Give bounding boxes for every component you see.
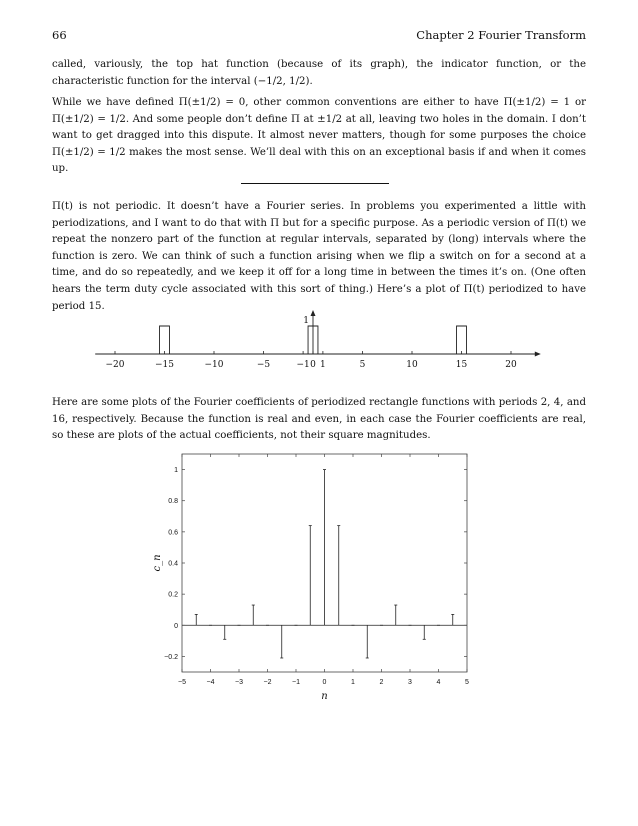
x-tick-label: −5: [178, 679, 186, 686]
section-divider: [241, 183, 389, 184]
x-tick-label: 5: [465, 679, 469, 686]
x-tick-label: −10: [204, 360, 224, 370]
running-header: [52, 28, 586, 42]
x-tick-label: −15: [155, 360, 174, 370]
x-tick-label: 2: [379, 679, 384, 686]
x-tick-label: 1: [351, 679, 355, 686]
x-tick-label: 15: [455, 360, 468, 370]
x-tick-label: 4: [436, 679, 441, 686]
y-tick-label: 0: [174, 622, 178, 630]
fourier-coefficients-stem-plot: [0, 440, 638, 710]
y-tick-label: 1: [303, 316, 309, 326]
y-tick-label: −0.2: [164, 653, 178, 661]
x-tick-label: 0: [322, 679, 327, 686]
x-tick-label: −2: [263, 679, 272, 686]
y-tick-label: 0.6: [168, 529, 178, 537]
x-axis-label: n: [321, 691, 328, 702]
y-tick-label: 1: [174, 467, 178, 475]
y-tick-label: 0.8: [168, 498, 178, 506]
x-tick-label: −5: [256, 360, 271, 370]
x-tick-label: 5: [359, 360, 366, 370]
periodized-pulse-plot: [0, 300, 638, 380]
paragraph-2: While we have defined Π(±1/2) = 0, other common conventions are either to have Π(±1/2) = 1 or Π(±1/2) = 1/2. And some people don’t define Π at ±1/2 at all, leaving two holes in the domain. I don’t want to get dragged into this dispute. It almost never matters, though for some purposes the choice Π(±1/2) = 1/2 makes the most sense. We’ll deal with this on an exceptional basis if and when it comes up.: [52, 97, 586, 175]
y-tick-label: 0.4: [168, 560, 178, 568]
x-tick-label: 20: [505, 360, 517, 370]
paragraph-1: called, variously, the top hat function (because of its graph), the indicator function, or the characteristic function for the interval (−1/2, 1/2).: [52, 59, 586, 87]
pulse: [457, 326, 467, 354]
y-axis-label: c_n: [152, 554, 163, 572]
paragraph-4: Here are some plots of the Fourier coefficients of periodized rectangle functions with periods 2, 4, and 16, respectively. Because the function is real and even, in each case the Fourier coefficients are real, so these are plots of the actual coefficients, not their square magnitudes.: [52, 397, 586, 442]
x-tick-label: 0: [310, 360, 316, 370]
x-tick-label: −3: [235, 679, 243, 686]
y-axis-arrow: [311, 310, 316, 316]
x-tick-label: 10: [406, 360, 418, 370]
x-axis-arrow: [535, 352, 541, 357]
x-tick-label: 3: [408, 679, 412, 686]
paragraph-3: Π(t) is not periodic. It doesn’t have a Fourier series. In problems you experimented a little with periodizations, and I want to do that with Π but for a specific purpose. As a periodic version of Π(t) we repeat the nonzero part of the function at regular intervals, separated by (long) intervals where the function is zero. We can think of such a function arising when we flip a switch on for a second at a time, and do so repeatedly, and we keep it off for a long time in between the times it’s on. (One often hears the term duty cycle associated with this sort of thing.) Here’s a plot of Π(t) periodized to have period 15.: [52, 201, 586, 312]
chapter-title: Chapter 2 Fourier Transform: [416, 28, 586, 42]
x-tick-label: 1: [320, 360, 326, 370]
pulse: [160, 326, 170, 354]
x-tick-label: −20: [105, 360, 125, 370]
x-tick-label: −1: [296, 360, 310, 370]
x-tick-label: −1: [292, 679, 300, 686]
page-number: 66: [52, 28, 67, 42]
x-tick-label: −4: [206, 679, 215, 686]
y-tick-label: 0.2: [168, 591, 178, 599]
